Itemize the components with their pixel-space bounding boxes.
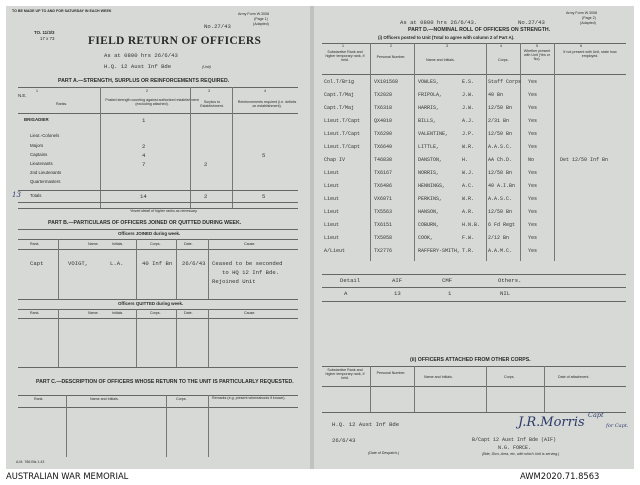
d-col-header: Corps. <box>498 58 509 62</box>
cell-num: VX101568 <box>374 79 399 85</box>
cell-rank: Lieut <box>324 235 340 241</box>
cell-rank: Lieut <box>324 222 340 228</box>
cell-num: VX6071 <box>374 196 393 202</box>
cell-num: TX6167 <box>374 170 393 176</box>
part-b-heading: PART B.—PARTICULARS OF OFFICERS JOINED OR QUITTED DURING WEEK. <box>48 220 242 226</box>
as-at-line: As at 0800 hrs 26/6/43. <box>400 19 478 26</box>
cell-corps: 12/50 Bn <box>488 131 513 137</box>
cell-num: TX5563 <box>374 209 393 215</box>
footer-code: A.M. 786 Bls 1.43 <box>16 460 45 464</box>
part-a-heading: PART A.—STRENGTH, SURPLUS OR REINFORCEMENTS REQUIRED. <box>58 78 230 84</box>
cell-present: Yes <box>528 118 538 124</box>
joined-cause: Rejoined Unit <box>212 278 256 285</box>
d-col-header: Whether present with Unit (Yes or No). <box>523 49 551 61</box>
cell-name: HANSON, <box>418 209 440 215</box>
cell-rank: Capt.T/Maj <box>324 92 355 98</box>
cell-corps: 2/31 Bn <box>488 118 510 124</box>
footer-date: 26/6/43 <box>332 437 356 444</box>
cell-present: Yes <box>528 105 538 111</box>
d2-header: Substantive Rank and higher temporary rank, if held. <box>325 368 365 380</box>
cell-rank: Capt.T/Maj <box>324 105 355 111</box>
cell-present: Yes <box>528 222 538 228</box>
part-d-sub: (i) Officers posted to Unit (Total to agree with column 2 of Part A). <box>378 35 515 40</box>
col-header-reinf: Reinforcements required (i.e. deficits on establishment). <box>237 100 297 108</box>
part-c-heading: PART C.—DESCRIPTION OF OFFICERS WHOSE RETURN TO THE UNIT IS PARTICULARLY REQUESTED. <box>36 379 294 385</box>
joined-cause: to HQ 12 Inf Bde. <box>222 269 280 276</box>
cell-rank: Lieut <box>324 209 340 215</box>
rank-label: BRIGADIER <box>24 117 49 122</box>
quitted-title: Officers QUITTED during week. <box>118 301 184 306</box>
col-number: 6 <box>580 44 582 48</box>
credit-accession: AWM2020.71.8563 <box>520 471 600 481</box>
page-title: FIELD RETURN OF OFFICERS <box>88 35 262 47</box>
col-number: 2 <box>390 44 392 48</box>
detail-label: CMF <box>442 277 453 284</box>
cell-num: TX2028 <box>374 92 393 98</box>
joined-date: 26/6/43 <box>182 260 206 267</box>
signature-handwritten: J.R.Morris <box>518 415 585 430</box>
cell-num: TX5058 <box>374 235 393 241</box>
surplus-value: 2 <box>204 161 208 168</box>
detail-value: 13 <box>394 290 401 297</box>
cell-present: Yes <box>528 209 538 215</box>
cell-init: J.P. <box>462 131 475 137</box>
cell-name: COOK, <box>418 235 434 241</box>
cell-name: HARRIS, <box>418 105 440 111</box>
cell-present: Yes <box>528 92 538 98</box>
cell-name: NORRIS, <box>418 170 440 176</box>
insert-note: *Insert detail of higher ranks as necessary. <box>130 209 198 213</box>
date-despatch-label: (Date of Despatch.) <box>368 451 400 455</box>
d-col-header: Personal Number. <box>376 55 406 59</box>
cell-rank: Lieut <box>324 183 340 189</box>
col-header-surplus: Surplus to Establishment. <box>200 100 224 108</box>
cell-corps: 40 Bn <box>488 92 504 98</box>
cell-init: W.J. <box>462 170 475 176</box>
rank-label: Majors <box>30 143 44 148</box>
cell-present: Yes <box>528 79 538 85</box>
cell-present: No <box>528 157 535 163</box>
ne-label: N.E. <box>18 93 27 98</box>
unit-caption: (Unit) <box>202 65 211 69</box>
cell-corps: 40 A.I.Bn <box>488 183 516 189</box>
part-d-heading: PART D.—NOMINAL ROLL OF OFFICERS ON STRENGTH. <box>408 27 551 33</box>
d2-header: Personal Number. <box>376 371 406 375</box>
jq-header: Rank. <box>30 311 40 315</box>
cell-present: Yes <box>528 183 538 189</box>
footer-unit: H.Q. 12 Aust Inf Bde <box>332 421 400 428</box>
totals-handnote: 13 <box>12 191 21 199</box>
c-header: Name and Initials. <box>90 397 119 401</box>
cell-present: Yes <box>528 235 538 241</box>
col-number: 2 <box>146 89 148 93</box>
joined-title: Officers JOINED during week. <box>118 231 181 236</box>
d2-header: Name and Initials. <box>424 375 453 379</box>
top-note: TO BE MADE UP TO AND FOR SATURDAY IN EACH WEEK <box>12 9 112 13</box>
jq-header: Corps. <box>150 242 161 246</box>
page-label: (Page 2) <box>582 16 596 20</box>
cell-num: QX4010 <box>374 118 393 124</box>
d-col-header: Substantive Rank and higher temporary rank, if held. <box>325 50 365 62</box>
cell-name: COBURN, <box>418 222 440 228</box>
cell-name: DANSTON, <box>418 157 443 163</box>
posted-value: 1 <box>142 117 146 124</box>
cell-rank: Lieut <box>324 196 340 202</box>
cell-init: E.S. <box>462 79 475 85</box>
cell-corps: 12/50 Bn <box>488 105 513 111</box>
cell-note: Det 12/50 Inf Bn <box>560 157 609 163</box>
cell-init: H. <box>462 157 469 163</box>
cell-name: RAFFERY-SMITH, <box>418 248 461 254</box>
cell-corps: A.A.S.C. <box>488 196 513 202</box>
cell-init: A.C. <box>462 183 475 189</box>
d2-header: Date of attachment. <box>558 375 590 379</box>
cell-init: W.R. <box>462 144 475 150</box>
form-page-1 <box>6 6 310 469</box>
army-form-label: Army Form W.3008 <box>238 12 269 16</box>
jq-header: Cause. <box>244 242 256 246</box>
part-d2-heading: (ii) OFFICERS ATTACHED FROM OTHER CORPS. <box>410 357 531 363</box>
jq-header: Initials. <box>112 242 124 246</box>
jq-header: Corps. <box>150 311 161 315</box>
c-header: Remarks (e.g. present whereabouts if known). <box>212 396 286 400</box>
cell-rank: Chap IV <box>324 157 346 163</box>
return-number: No.27/43 <box>518 19 545 26</box>
page-label: (Page 1) <box>254 17 268 21</box>
rank-label: Quartermasters <box>30 179 61 184</box>
jq-header: Name. <box>88 311 99 315</box>
cell-rank: Lieut <box>324 170 340 176</box>
detail-value: A <box>344 290 348 297</box>
adapted-label: (Adapted) <box>253 22 269 26</box>
cell-init: J.W. <box>462 92 475 98</box>
jq-header: Initials. <box>112 311 124 315</box>
c-header: Rank. <box>34 397 44 401</box>
col-number: 5 <box>536 44 538 48</box>
c-header: Corps. <box>176 397 187 401</box>
form-code-2: 17 x 73 <box>40 36 55 41</box>
cell-present: Yes <box>528 248 538 254</box>
posted-value: 2 <box>142 143 146 150</box>
cell-present: Yes <box>528 144 538 150</box>
cell-num: TX2776 <box>374 248 393 254</box>
cell-rank: Lieut.T/Capt <box>324 144 361 150</box>
cell-init: A.J. <box>462 118 475 124</box>
cell-init: J.W. <box>462 105 475 111</box>
cell-init: A.R. <box>462 209 475 215</box>
d-col-header: Name and Initials. <box>426 58 455 62</box>
adapted-label: (Adapted) <box>580 21 596 25</box>
cell-num: TX6151 <box>374 222 393 228</box>
form-code: TO. 11/3/3 <box>34 30 55 35</box>
d2-header: Corps. <box>504 375 515 379</box>
cell-present: Yes <box>528 131 538 137</box>
cell-corps: AA Ch.D. <box>488 157 513 163</box>
form-page-2 <box>314 6 634 469</box>
cell-name: VALENTINE, <box>418 131 449 137</box>
col-number: 3 <box>208 89 210 93</box>
cell-init: H.N.B. <box>462 222 481 228</box>
rank-label: Captains <box>30 152 48 157</box>
cell-name: FRIPOLA, <box>418 92 443 98</box>
detail-value: 1 <box>448 290 452 297</box>
cell-corps: A.A.S.C. <box>488 144 513 150</box>
cell-corps: A.A.M.C. <box>488 248 513 254</box>
col-header-posted: Posted strength counting against authorized establishment (excluding attached). <box>105 98 199 106</box>
joined-name: VOIGT, <box>68 260 89 267</box>
cell-rank: Lieut.T/Capt <box>324 118 361 124</box>
detail-value: NIL <box>500 290 511 297</box>
jq-header: Cause. <box>244 311 256 315</box>
col-number: 4 <box>264 89 266 93</box>
cell-corps: 2/12 Bn <box>488 235 510 241</box>
cell-num: TX6486 <box>374 183 393 189</box>
detail-label: Detail <box>340 277 361 284</box>
surplus-total: 2 <box>204 193 208 200</box>
rank-label: Lieutenants <box>30 161 53 166</box>
rank-label: Totals <box>30 193 42 198</box>
cell-init: F.W. <box>462 235 475 241</box>
cell-name: LITTLE, <box>418 144 440 150</box>
cell-rank: Lieut.T/Capt <box>324 131 361 137</box>
signature-rank: Capt <box>588 411 604 419</box>
cell-num: TX6318 <box>374 105 393 111</box>
posted-value: 7 <box>142 161 146 168</box>
cell-rank: Col.T/Brig <box>324 79 355 85</box>
cell-corps: Staff Corps <box>488 79 522 85</box>
army-form-label: Army Form W.3008 <box>566 11 597 15</box>
cell-name: BILLS, <box>418 118 437 124</box>
cell-num: TX6649 <box>374 144 393 150</box>
reinf-total: 5 <box>262 193 266 200</box>
cell-init: W.R. <box>462 196 475 202</box>
cell-name: VOWLES, <box>418 79 440 85</box>
return-number: No.27/43 <box>204 23 231 30</box>
reinf-value: 5 <box>262 152 266 159</box>
unit-line: H.Q. 12 Aust Inf Bde <box>104 63 172 70</box>
d-col-header: If not present with Unit, state how employed. <box>563 50 617 58</box>
cell-init: T.R. <box>462 248 475 254</box>
detail-label: AIF <box>392 277 403 284</box>
cell-num: T46838 <box>374 157 393 163</box>
joined-corps: 40 Inf Bn <box>142 260 173 267</box>
posted-total: 14 <box>140 193 147 200</box>
jq-header: Name. <box>88 242 99 246</box>
force-line: N.G. FORCE. <box>498 445 532 451</box>
jq-header: Rank. <box>30 242 40 246</box>
cell-rank: A/Lieut <box>324 248 346 254</box>
as-at-line: As at 0800 hrs 26/6/43 <box>104 52 178 59</box>
cell-present: Yes <box>528 196 538 202</box>
col-header-ranks: Ranks. <box>56 102 68 106</box>
cell-present: Yes <box>528 170 538 176</box>
cell-corps: 6 Fd Regt <box>488 222 516 228</box>
signature-block: B/Capt 12 Aust Inf Bde (AIF) <box>472 437 557 443</box>
cell-corps: 12/50 Bn <box>488 209 513 215</box>
col-number: 3 <box>446 44 448 48</box>
jq-header: Date. <box>184 311 193 315</box>
cell-num: TX6290 <box>374 131 393 137</box>
rank-label: 2nd Lieutenants <box>30 170 62 175</box>
cell-name: PERKINS, <box>418 196 443 202</box>
detail-label: Others. <box>498 277 522 284</box>
joined-rank: Capt <box>30 260 44 267</box>
cell-name: HENNINGS, <box>418 183 446 189</box>
signature-note: for Capt. <box>606 423 629 429</box>
credit-institution: AUSTRALIAN WAR MEMORIAL <box>6 471 129 481</box>
rank-label: Lieut.-Colonels <box>30 133 60 138</box>
col-number: 1 <box>36 89 38 93</box>
col-number: 4 <box>500 44 502 48</box>
col-number: 1 <box>342 44 344 48</box>
bde-note: (Bde, Divn, Area, etc, with which Unit is serving.) <box>482 452 560 456</box>
document-sheet <box>6 6 634 469</box>
joined-cause: Ceased to be seconded <box>212 260 283 267</box>
cell-corps: 12/50 Bn <box>488 170 513 176</box>
posted-value: 4 <box>142 152 146 159</box>
jq-header: Date. <box>184 242 193 246</box>
joined-initials: L.A. <box>110 260 124 267</box>
